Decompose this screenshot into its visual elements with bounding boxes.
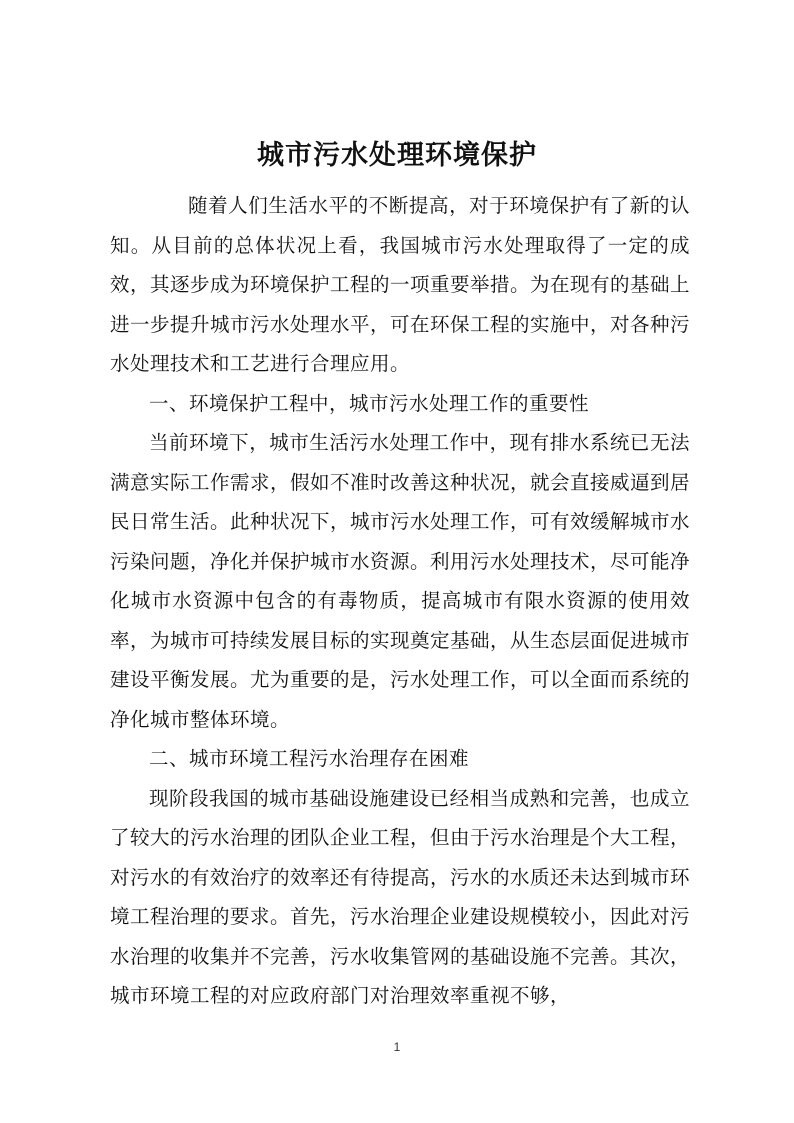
paragraph-section-2: 现阶段我国的城市基础设施建设已经相当成熟和完善，也成立了较大的污水治理的团队企业工程，但由于污水治理是个大工程，对污水的有效治疗的效率还有待提高，污水的水质还未达到城市环境工程治理的要求。首先，污水治理企业建设规模较小，因此对污水治理的收集并不完善，污水收集管网的基础设施不完善。其次，城市环境工程的对应政府部门对治理效率重视不够， xyxy=(110,786,691,1007)
document-body xyxy=(110,186,690,1016)
paragraph-section-1: 当前环境下，城市生活污水处理工作中，现有排水系统已无法满意实际工作需求，假如不准时改善这种状况，就会直接威逼到居民日常生活。此种状况下，城市污水处理工作，可有效缓解城市水污染问题，净化并保护城市水资源。利用污水处理技术，尽可能净化城市水资源中包含的有毒物质，提高城市有限水资源的使用效率，为城市可持续发展目标的实现奠定基础，从生态层面促进城市建设平衡发展。尤为重要的是，污水处理工作，可以全面而系统的净化城市整体环境。 xyxy=(110,431,691,731)
document-title: 城市污水处理环境保护 xyxy=(257,140,537,171)
page-number: 1 xyxy=(393,1040,401,1054)
section-heading-2: 二、城市环境工程污水治理存在困难 xyxy=(149,747,470,770)
paragraph-intro: 随着人们生活水平的不断提高，对于环境保护有了新的认知。从目前的总体状况上看，我国城市污水处理取得了一定的成效，其逐步成为环境保护工程的一项重要举措。为在现有的基础上进一步提升城市污水处理水平，可在环保工程的实施中，对各种污水处理技术和工艺进行合理应用。 xyxy=(110,194,691,375)
section-heading-1: 一、环境保护工程中，城市污水处理工作的重要性 xyxy=(149,391,590,415)
